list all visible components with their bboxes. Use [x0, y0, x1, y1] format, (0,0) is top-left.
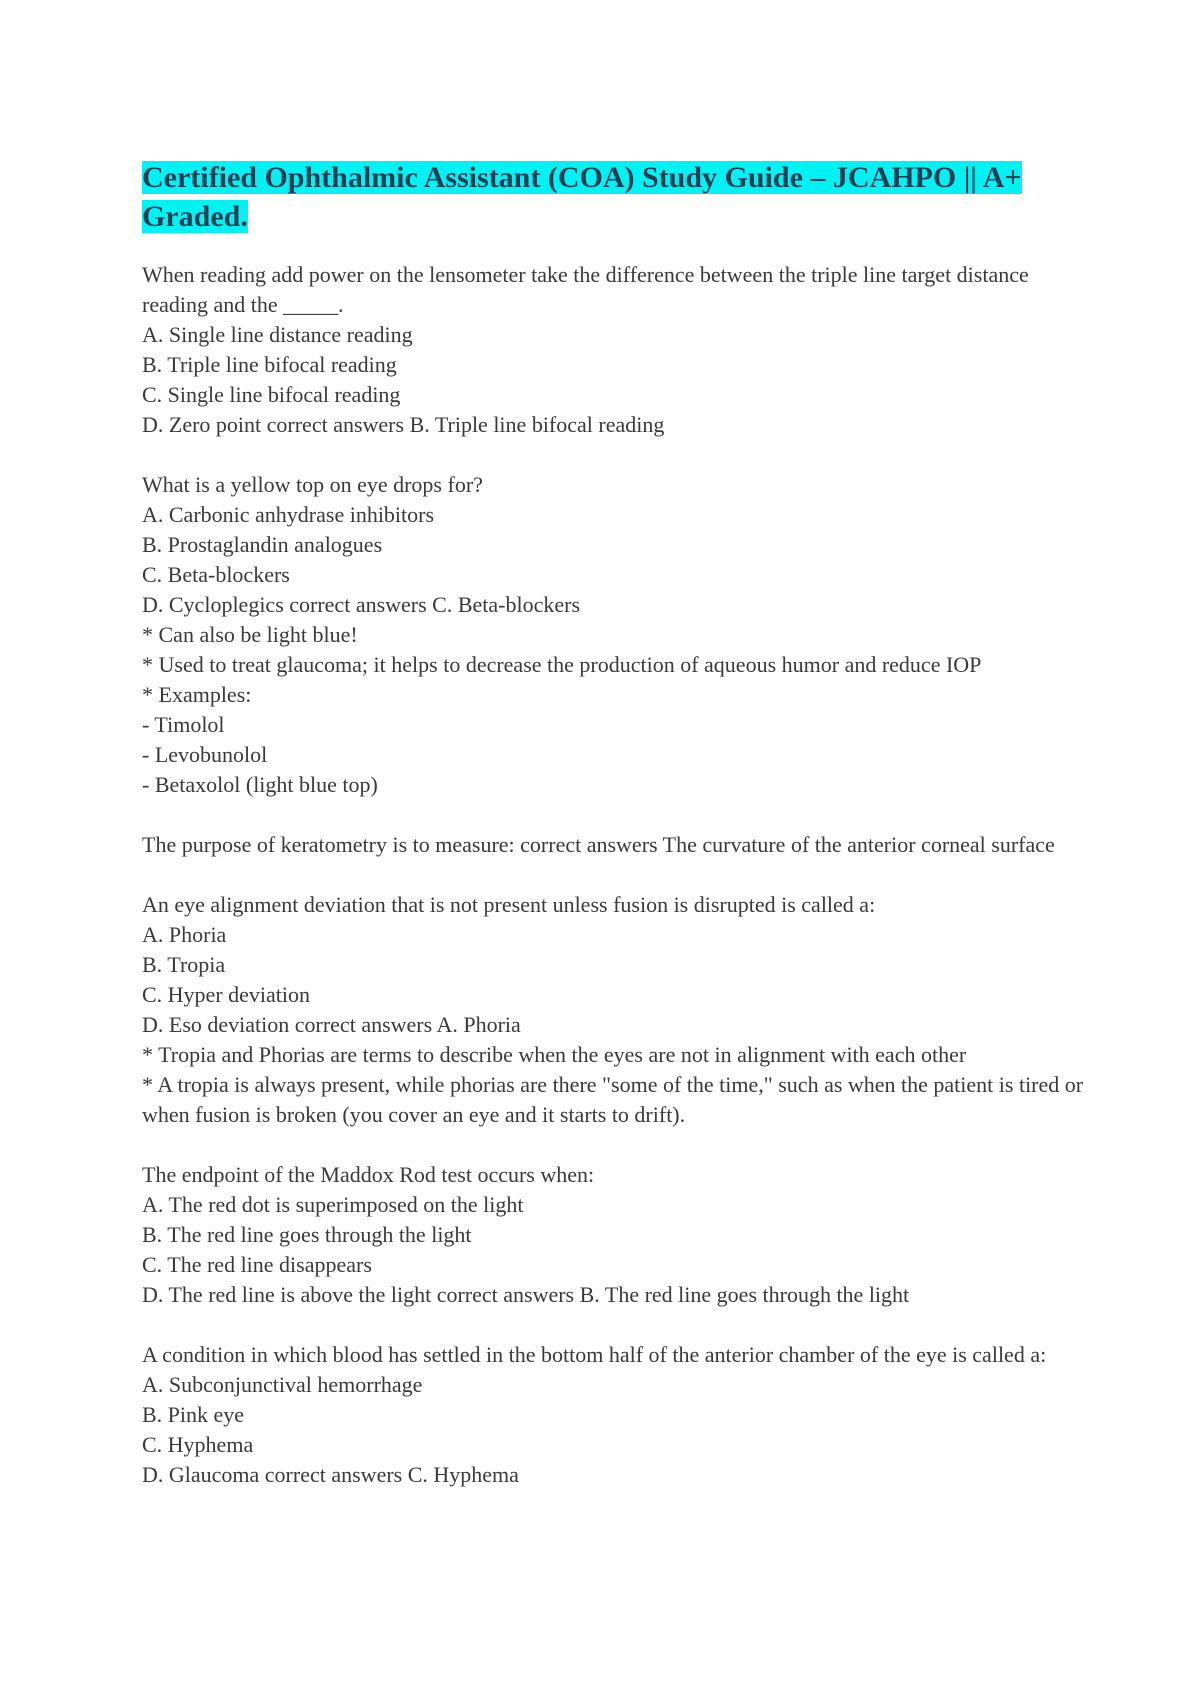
question-block-hyphema	[142, 1340, 1092, 1490]
question-list	[142, 260, 1092, 1490]
document-body	[142, 158, 1092, 1520]
answer-option: C. Beta-blockers	[142, 562, 290, 587]
question-text: A condition in which blood has settled in the bottom half of the anterior chamber of the eye is called a:	[142, 1342, 1047, 1367]
explanation-note: * Used to treat glaucoma; it helps to decrease the production of aqueous humor and reduce IOP	[142, 652, 982, 677]
explanation-note: * Tropia and Phorias are terms to describe when the eyes are not in alignment with each other	[142, 1042, 967, 1067]
answer-option: B. Prostaglandin analogues	[142, 532, 383, 557]
document-title	[142, 158, 1042, 236]
example-item: - Betaxolol (light blue top)	[142, 772, 378, 797]
question-block-maddox-rod	[142, 1160, 1092, 1310]
answer-option: B. Tropia	[142, 952, 226, 977]
answer-option: B. The red line goes through the light	[142, 1222, 472, 1247]
answer-option: C. Hyper deviation	[142, 982, 311, 1007]
question-block-lensometer	[142, 260, 1092, 440]
example-item: - Timolol	[142, 712, 225, 737]
question-text: When reading add power on the lensometer take the difference between the triple line target distance reading and the _____.	[142, 262, 1029, 317]
explanation-note: * A tropia is always present, while phorias are there "some of the time," such as when the patient is tired or when fusion is broken (you cover an eye and it starts to drift).	[142, 1072, 1084, 1127]
answer-option: A. Carbonic anhydrase inhibitors	[142, 502, 435, 527]
question-block-yellow-top	[142, 470, 1092, 800]
answer-option: A. Subconjunctival hemorrhage	[142, 1372, 423, 1397]
answer-option: B. Pink eye	[142, 1402, 245, 1427]
question-block-phoria	[142, 890, 1092, 1130]
answer-option-with-correct-answer: D. Eso deviation correct answers A. Phoria	[142, 1012, 521, 1037]
question-block-keratometry	[142, 830, 1092, 860]
answer-option-with-correct-answer: D. Glaucoma correct answers C. Hyphema	[142, 1462, 519, 1487]
explanation-note: * Examples:	[142, 682, 252, 707]
question-text: What is a yellow top on eye drops for?	[142, 472, 483, 497]
question-text: An eye alignment deviation that is not present unless fusion is disrupted is called a:	[142, 892, 876, 917]
answer-option-with-correct-answer: D. The red line is above the light correct answers B. The red line goes through the light	[142, 1282, 910, 1307]
answer-option: C. Single line bifocal reading	[142, 382, 401, 407]
question-with-answer: The purpose of keratometry is to measure: correct answers The curvature of the anterior corneal surface	[142, 832, 1055, 857]
answer-option: B. Triple line bifocal reading	[142, 352, 397, 377]
explanation-note: * Can also be light blue!	[142, 622, 358, 647]
question-text: The endpoint of the Maddox Rod test occurs when:	[142, 1162, 595, 1187]
answer-option: A. Single line distance reading	[142, 322, 413, 347]
example-item: - Levobunolol	[142, 742, 268, 767]
answer-option: C. The red line disappears	[142, 1252, 372, 1277]
document-title-text: Certified Ophthalmic Assistant (COA) Study Guide – JCAHPO || A+ Graded.	[142, 161, 1022, 233]
answer-option: A. Phoria	[142, 922, 227, 947]
answer-option-with-correct-answer: D. Zero point correct answers B. Triple line bifocal reading	[142, 412, 665, 437]
answer-option: C. Hyphema	[142, 1432, 254, 1457]
answer-option: A. The red dot is superimposed on the light	[142, 1192, 524, 1217]
answer-option-with-correct-answer: D. Cycloplegics correct answers C. Beta-blockers	[142, 592, 581, 617]
